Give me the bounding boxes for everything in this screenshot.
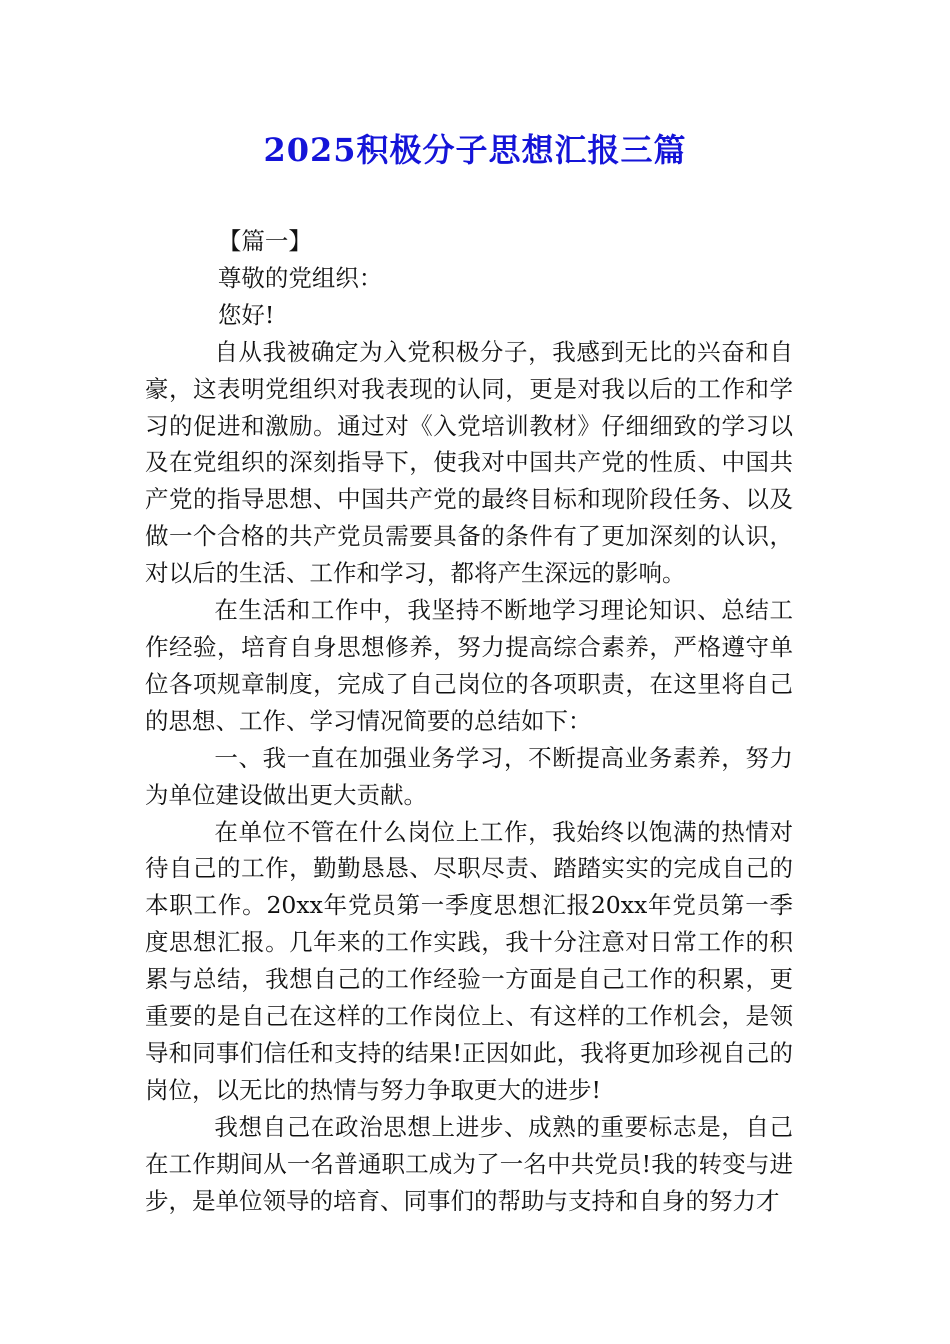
paragraph: 在生活和工作中，我坚持不断地学习理论知识、总结工作经验，培育自身思想修养，努力提高综合素养，严格遵守单位各项规章制度，完成了自己岗位的各项职责，在这里将自己的思想、工作、学习情况简要的总结如下： [145, 596, 793, 735]
paragraph: 我想自己在政治思想上进步、成熟的重要标志是，自己在工作期间从一名普通职工成为了一名中共党员!我的转变与进步，是单位领导的培育、同事们的帮助与支持和自身的努力才 [145, 1112, 793, 1215]
document-body [145, 223, 793, 1219]
greeting: 您好! [217, 300, 275, 329]
paragraph: 自从我被确定为入党积极分子，我感到无比的兴奋和自豪，这表明党组织对我表现的认同，更是对我以后的工作和学习的促进和激励。通过对《入党培训教材》仔细细致的学习以及在党组织的深刻指导下，使我对中国共产党的性质、中国共产党的指导思想、中国共产党的最终目标和现阶段任务、以及做一个合格的共产党员需要具备的条件有了更加深刻的认识，对以后的生活、工作和学习，都将产生深远的影响。 [145, 337, 793, 588]
section-label: 【篇一】 [217, 227, 312, 255]
paragraph: 一、我一直在加强业务学习，不断提高业务素养，努力为单位建设做出更大贡献。 [145, 743, 793, 809]
document-title: 2025积极分子思想汇报三篇 [263, 131, 687, 169]
salutation: 尊敬的党组织： [217, 263, 383, 292]
paragraph: 在单位不管在什么岗位上工作，我始终以饱满的热情对待自己的工作，勤勤恳恳、尽职尽责、踏踏实实的完成自己的本职工作。20xx年党员第一季度思想汇报20xx年党员第一季度思想汇报。几年来的工作实践，我十分注意对日常工作的积累与总结，我想自己的工作经验一方面是自己工作的积累，更重要的是自己在这样的工作岗位上、有这样的工作机会，是领导和同事们信任和支持的结果!正因如此，我将更加珍视自己的岗位，以无比的热情与努力争取更大的进步! [145, 817, 793, 1104]
